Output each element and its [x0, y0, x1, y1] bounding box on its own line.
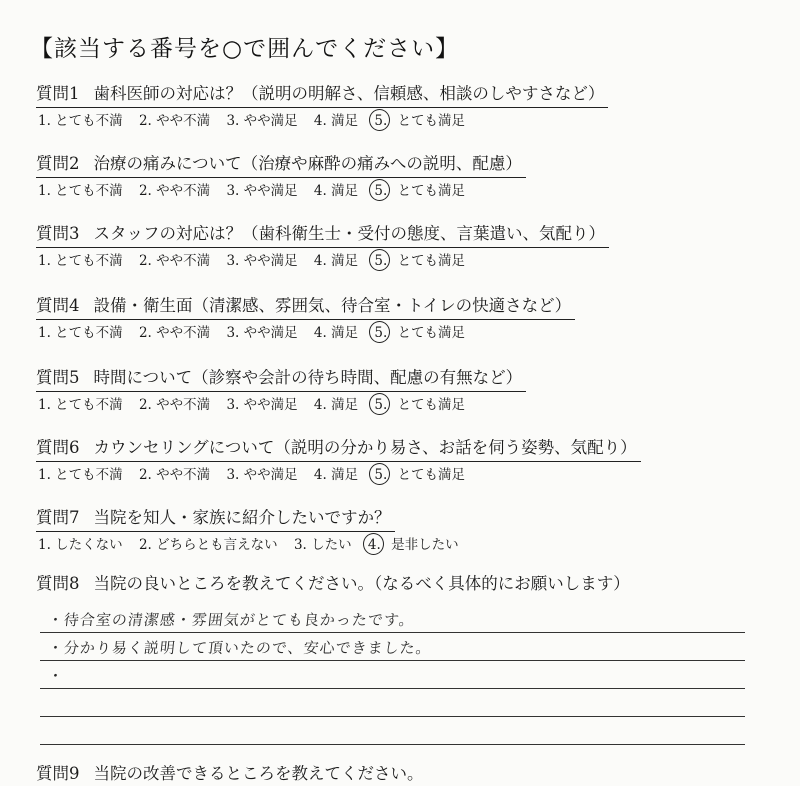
- question-number: 質問7: [36, 508, 80, 527]
- option-5-circled[interactable]: 5.: [374, 467, 388, 483]
- question-text: カウンセリングについて（説明の分かり易さ、お話を伺う姿勢、気配り）: [93, 438, 637, 457]
- question-number: 質問6: [36, 438, 80, 457]
- option-3[interactable]: 3. やや満足: [226, 397, 298, 413]
- question-title: [36, 82, 608, 108]
- option-4-label: 是非したい: [391, 537, 459, 553]
- option-3[interactable]: 3. したい: [293, 537, 352, 553]
- question-6: [36, 436, 756, 485]
- question-number: 質問3: [36, 224, 80, 243]
- option-5-circled[interactable]: 5.: [374, 253, 388, 269]
- question-text: 歯科医師の対応は？（説明の明解さ、信頼感、相談のしやすさなど）: [93, 84, 605, 103]
- question-5: [36, 366, 756, 415]
- option-list: [36, 181, 756, 201]
- survey-header: 【該当する番号を○で囲んでください】: [30, 36, 460, 62]
- question-text: スタッフの対応は？（歯科衛生士・受付の態度、言葉遣い、気配り）: [93, 224, 605, 243]
- option-list: [36, 323, 756, 343]
- question-text: 設備・衛生面（清潔感、雰囲気、待合室・トイレの快適さなど）: [93, 296, 572, 315]
- option-2[interactable]: 2. やや不満: [138, 325, 211, 341]
- option-4[interactable]: 4. 満足: [313, 397, 359, 413]
- option-5-label: とても満足: [397, 467, 466, 483]
- question-9: [36, 762, 424, 786]
- question-title: [36, 366, 526, 392]
- question-8: [36, 572, 756, 597]
- option-1[interactable]: 1. とても不満: [38, 325, 123, 341]
- option-1[interactable]: 1. とても不満: [38, 397, 123, 413]
- option-4[interactable]: 4. 満足: [313, 325, 359, 341]
- option-3[interactable]: 3. やや満足: [226, 113, 298, 129]
- option-4[interactable]: 4. 満足: [313, 467, 359, 483]
- answer-line[interactable]: [40, 605, 745, 633]
- question-2: [36, 152, 756, 201]
- answer-line[interactable]: [40, 717, 745, 745]
- question-number: 質問1: [36, 84, 80, 103]
- answer-line[interactable]: [40, 689, 745, 717]
- option-2[interactable]: 2. やや不満: [138, 183, 211, 199]
- option-list: [36, 111, 756, 131]
- option-5-label: とても満足: [397, 397, 466, 413]
- option-3[interactable]: 3. やや満足: [226, 183, 298, 199]
- question-4: [36, 294, 756, 343]
- option-5-circled[interactable]: 5.: [374, 397, 388, 413]
- option-5-circled[interactable]: 5.: [374, 183, 388, 199]
- option-2[interactable]: 2. やや不満: [138, 113, 211, 129]
- handwritten-answer: ・待合室の清潔感・雰囲気がとても良かったです。: [47, 611, 416, 629]
- option-4[interactable]: 4. 満足: [313, 183, 359, 199]
- option-4[interactable]: 4. 満足: [313, 253, 359, 269]
- question-title: [36, 294, 575, 320]
- option-2[interactable]: 2. やや不満: [138, 253, 211, 269]
- option-3[interactable]: 3. やや満足: [226, 467, 298, 483]
- question-number: 質問8: [36, 574, 80, 593]
- option-1[interactable]: 1. とても不満: [38, 467, 123, 483]
- question-3: [36, 222, 756, 271]
- option-2[interactable]: 2. やや不満: [138, 467, 211, 483]
- answer-line[interactable]: [40, 633, 745, 661]
- option-1[interactable]: 1. とても不満: [38, 113, 123, 129]
- question-title: [36, 436, 641, 462]
- option-3[interactable]: 3. やや満足: [226, 253, 298, 269]
- handwritten-answer: ・分かり易く説明して頂いたので、安心できました。: [47, 639, 433, 657]
- option-list: [36, 251, 756, 271]
- option-1[interactable]: 1. とても不満: [38, 183, 123, 199]
- option-2[interactable]: 2. どちらとも言えない: [138, 537, 278, 553]
- question-title: [36, 506, 395, 532]
- question-number: 質問2: [36, 154, 80, 173]
- question-number: 質問4: [36, 296, 80, 315]
- option-list: [36, 535, 756, 555]
- option-list: [36, 395, 756, 415]
- question-7: [36, 506, 756, 555]
- option-2[interactable]: 2. やや不満: [138, 397, 211, 413]
- question-text: 当院を知人・家族に紹介したいですか？: [93, 508, 391, 527]
- question-title: [36, 572, 634, 597]
- option-5-label: とても満足: [397, 183, 466, 199]
- question-text: 治療の痛みについて（治療や麻酔の痛みへの説明、配慮）: [93, 154, 522, 173]
- question-text: 時間について（診察や会計の待ち時間、配慮の有無など）: [93, 368, 523, 387]
- question-text: 当院の良いところを教えてください。（なるべく具体的にお願いします）: [93, 574, 630, 593]
- option-5-circled[interactable]: 5.: [374, 325, 388, 341]
- question-text: 当院の改善できるところを教えてください。: [93, 764, 424, 783]
- option-1[interactable]: 1. したくない: [38, 537, 123, 553]
- answer-line[interactable]: [40, 661, 745, 689]
- question-number: 質問9: [36, 764, 80, 783]
- option-5-label: とても満足: [397, 325, 466, 341]
- option-3[interactable]: 3. やや満足: [226, 325, 298, 341]
- question-number: 質問5: [36, 368, 80, 387]
- question-title: [36, 222, 609, 248]
- option-4[interactable]: 4. 満足: [313, 113, 359, 129]
- option-5-label: とても満足: [397, 253, 466, 269]
- question-1: [36, 82, 756, 131]
- option-5-label: とても満足: [397, 113, 466, 129]
- option-5-circled[interactable]: 5.: [374, 113, 388, 129]
- option-4-circled[interactable]: 4.: [367, 537, 381, 553]
- option-1[interactable]: 1. とても不満: [38, 253, 123, 269]
- handwritten-answer: ・: [47, 667, 65, 685]
- option-list: [36, 465, 756, 485]
- q8-answer-area[interactable]: [40, 605, 745, 745]
- question-title: [36, 152, 526, 178]
